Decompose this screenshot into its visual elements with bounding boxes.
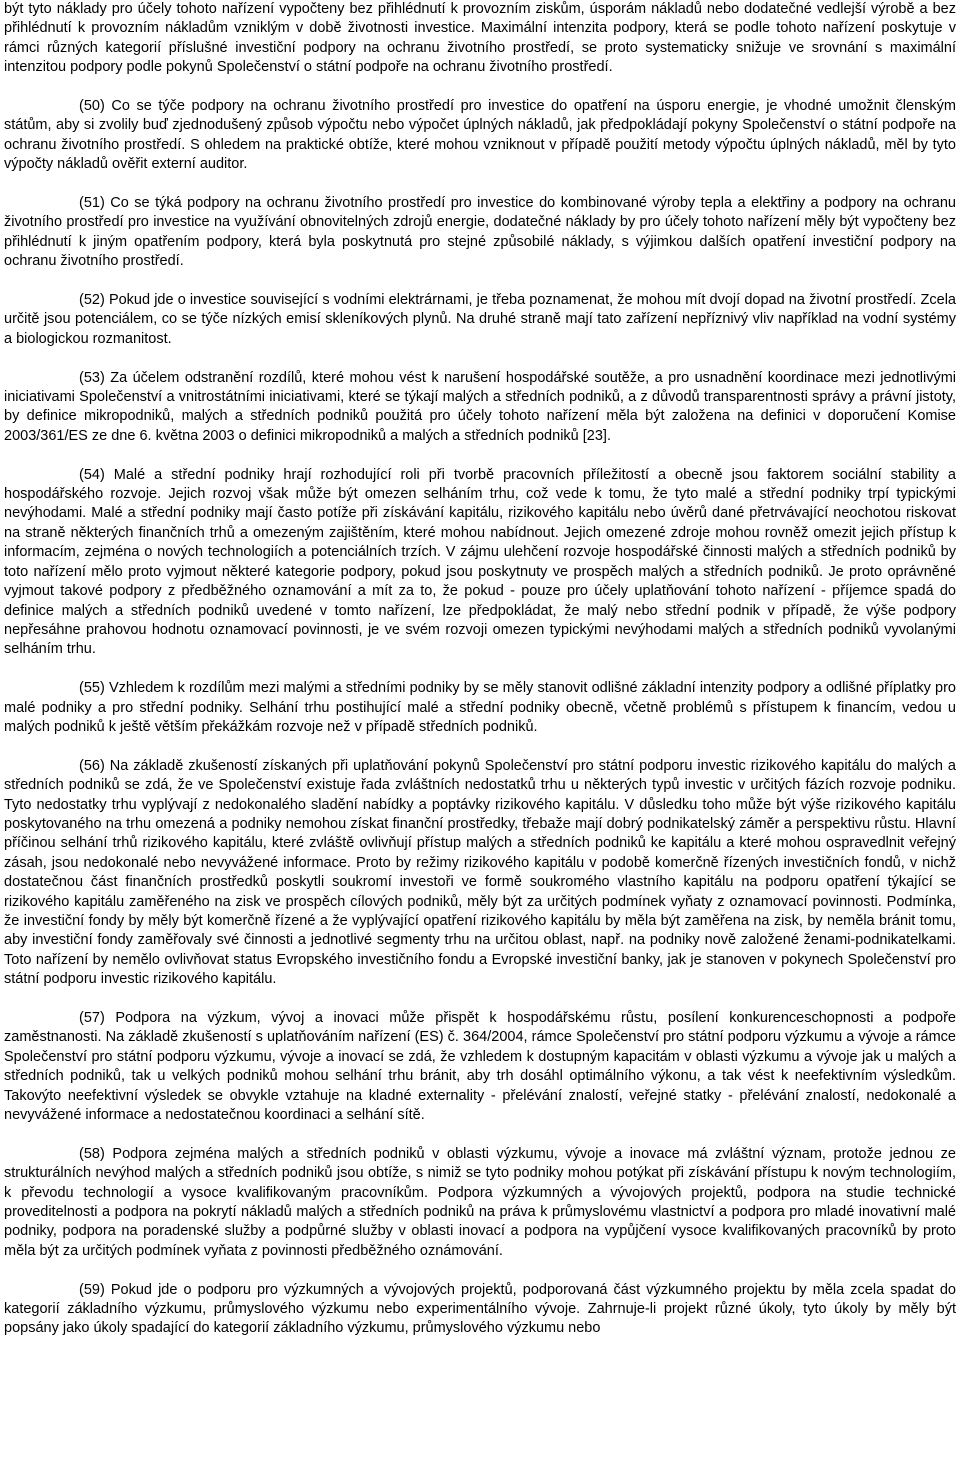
paragraph-59: (59) Pokud jde o podporu pro výzkumných a vývojových projektů, podporovaná část výzkumného projektu by měla zcela spadat do kategorií základního výzkumu, průmyslového výzkumu nebo experimentálního vývoje. Zahrnuje-li projekt různé úkoly, tyto úkoly by měly být popsány jako úkoly spadající do kategorií základního výzkumu, průmyslového výzkumu nebo [4, 1281, 956, 1337]
paragraph-53: (53) Za účelem odstranění rozdílů, které mohou vést k narušení hospodářské soutěže, a pro usnadnění koordinace mezi jednotlivými iniciativami Společenství a vnitrostátními iniciativami, které se týkají malých a středních podniků, a z důvodů transparentnosti správy a právní jistoty, by definice mikropodniků, malých a středních podniků použitá pro účely tohoto nařízení měla být založena na definici v doporučení Komise 2003/361/ES ze dne 6. května 2003 o definici mikropodniků a malých a středních podniků [23]. [4, 369, 956, 444]
paragraph-58: (58) Podpora zejména malých a středních podniků v oblasti výzkumu, vývoje a inovace má zvláštní význam, protože jednou ze strukturálních nevýhod malých a středních podniků jsou obtíže, s nimiž se tyto podniky mohou potýkat při získávání přístupu k novým technologiím, k převodu technologií a vysoce kvalifikovaným pracovníkům. Podpora výzkumných a vývojových projektů, podpora na studie technické proveditelnosti a podpora na pokrytí nákladů malých a středních podniků na práva k průmyslovému vlastnictví a podpora pro mladé inovativní malé podniky, podpora na poradenské služby a podpůrné služby v oblasti inovací a podpora na vypůjčení vysoce kvalifikovaných pracovníků by proto měla být za určitých podmínek vyňata z povinnosti předběžného oznámování. [4, 1145, 956, 1259]
paragraph-51: (51) Co se týká podpory na ochranu životního prostředí pro investice do kombinované výroby tepla a elektřiny a podpory na ochranu životního prostředí pro investice na využívání obnovitelných zdrojů energie, dodatečné náklady by pro účely tohoto nařízení měly být vypočteny bez přihlédnutí k jiným opatřením podpory, která byla poskytnutá pro stejné způsobilé náklady, s výjimkou dalších opatření investiční podpory na ochranu životního prostředí. [4, 195, 956, 270]
paragraph-57: (57) Podpora na výzkum, vývoj a inovaci může přispět k hospodářskému růstu, posílení konkurenceschopnosti a podpoře zaměstnanosti. Na základě zkušeností s uplatňováním nařízení (ES) č. 364/2004, rámce Společenství pro státní podporu výzkumu a vývoje a rámce Společenství pro státní podporu výzkumu, vývoje a inovací se zdá, že vzhledem k dostupným kapacitám v oblasti výzkumu a vývoje jak u malých a středních podniků, tak u velkých podniků mohou selhání trhu bránit, aby trh dosáhl optimálního výkonu, a tak vést k neefektivním výsledkům. Takovýto neefektivní výsledek se obvykle vztahuje na kladné externality - přelévání znalostí, veřejné statky - přelévání znalostí, nedokonalé a nevyvážené informace a nedostatečnou koordinaci a selhání sítě. [4, 1010, 956, 1124]
paragraph-54: (54) Malé a střední podniky hrají rozhodující roli při tvorbě pracovních příležitostí a obecně jsou faktorem sociální stability a hospodářského rozvoje. Jejich rozvoj však může být omezen selháním trhu, což vede k tomu, že tyto malé a střední podniky trpí typickými nevýhodami. Malé a střední podniky mají často potíže při získávání kapitálu, rizikového kapitálu nebo úvěrů dané přetrvávající neochotou riskovat na straně některých finančních trhů a omezeným zajištěním, které mohou nabídnout. Jejich omezené zdroje mohou rovněž omezit jejich přístup k informacím, zejména o nových technologiích a potenciálních trzích. V zájmu ulehčení rozvoje hospodářské činnosti malých a středních podniků by toto nařízení mělo proto vyjmout některé kategorie podpory, pokud jsou poskytnuty ve prospěch malých a středních podniků. Je proto oprávněné vyjmout takové podpory z předběžného oznamování a mít za to, že pokud - pouze pro účely uplatňování tohoto nařízení - příjemce spadá do definice malých a středních podniků uvedené v tomto nařízení, lze předpokládat, že malý nebo střední podnik v případě, že výše podpory nepřesáhne prahovou hodnotu oznamovací povinnosti, je ve svém rozvoji omezen typickými nevýhodami malých a středních podniků vyvolanými selháním trhu. [4, 466, 956, 658]
paragraph-50: (50) Co se týče podpory na ochranu životního prostředí pro investice do opatření na úsporu energie, je vhodné umožnit členským státům, aby si zvolily buď zjednodušený způsob výpočtu nebo výpočet úplných nákladů, jak předpokládají pokyny Společenství o státní podpoře na ochranu životního prostředí. S ohledem na praktické obtíže, které mohou vzniknout v případě použití metody výpočtu úplných nákladů, měl by tyto výpočty nákladů ověřit externí auditor. [4, 98, 956, 173]
paragraph-56: (56) Na základě zkušeností získaných při uplatňování pokynů Společenství pro státní podporu investic rizikového kapitálu do malých a středních podniků se zdá, že ve Společenství existuje řada zvláštních nedostatků trhu u některých typů investic v určitých fázích rozvoje podniku. Tyto nedostatky trhu vyplývají z nedokonalého sladění nabídky a poptávky rizikového kapitálu. V důsledku toho může být výše rizikového kapitálu poskytovaného na trhu omezená a podniky nemohou získat finanční prostředky, třebaže mají dobrý podnikatelský záměr a perspektivu růstu. Hlavní příčinou selhání trhů rizikového kapitálu, které zvláště ovlivňují přístup malých a středních podniků ke kapitálu a které mohou ospravedlnit veřejný zásah, jsou nedokonalé nebo nevyvážené informace. Proto by režimy rizikového kapitálu v podobě komerčně řízených investičních fondů, v nichž dostatečnou část finančních prostředků poskytli soukromí investoři ve formě soukromého vlastního kapitálu na podporu opatření týkající se rizikového kapitálu zaměřeného na zisk ve prospěch cílových podniků, měly být za určitých podmínek vyňaty z oznamovací povinnosti. Podmínka, že investiční fondy by měly být komerčně řízené a že vyplývající opatření rizikového kapitálu by měla být zaměřena na zisk, by neměla bránit tomu, aby investiční fondy zaměřovaly své činnosti a jednotlivé segmenty trhu na určitou oblast, např. na podniky nově založené ženami-podnikatelkami. Toto nařízení by nemělo ovlivňovat status Evropského investičního fondu a Evropské investiční banky, jak je stanoven v pokynech Společenství pro státní podporu investic rizikového kapitálu. [4, 757, 956, 988]
paragraph-49-continuation: být tyto náklady pro účely tohoto nařízení vypočteny bez přihlédnutí k provozním ziskům, úsporám nákladů nebo dodatečné vedlejší výrobě a bez přihlédnutí k provozním nákladům vzniklým v době životnosti investice. Maximální intenzita podpory, která se podle tohoto nařízení poskytuje v rámci různých kategorií příslušné investiční podpory na ochranu životního prostředí, se proto systematicky snižuje ve srovnání s maximální intenzitou podpory podle pokynů Společenství o státní podpoře na ochranu životního prostředí. [4, 1, 956, 76]
paragraph-52: (52) Pokud jde o investice související s vodními elektrárnami, je třeba poznamenat, že mohou mít dvojí dopad na životní prostředí. Zcela určitě jsou potenciálem, co se týče nízkých emisí skleníkových plynů. Na druhé straně mají tato zařízení nepříznivý vliv například na vodní systémy a biologickou rozmanitost. [4, 292, 956, 347]
paragraph-55: (55) Vzhledem k rozdílům mezi malými a středními podniky by se měly stanovit odlišné základní intenzity podpory a odlišné příplatky pro malé podniky a pro střední podniky. Selhání trhu postihující malé a střední podniky obecně, včetně problémů s přístupem k financím, vedou u malých podniků k ještě větším překážkám rozvoje než v případě středních podniků. [4, 680, 956, 735]
